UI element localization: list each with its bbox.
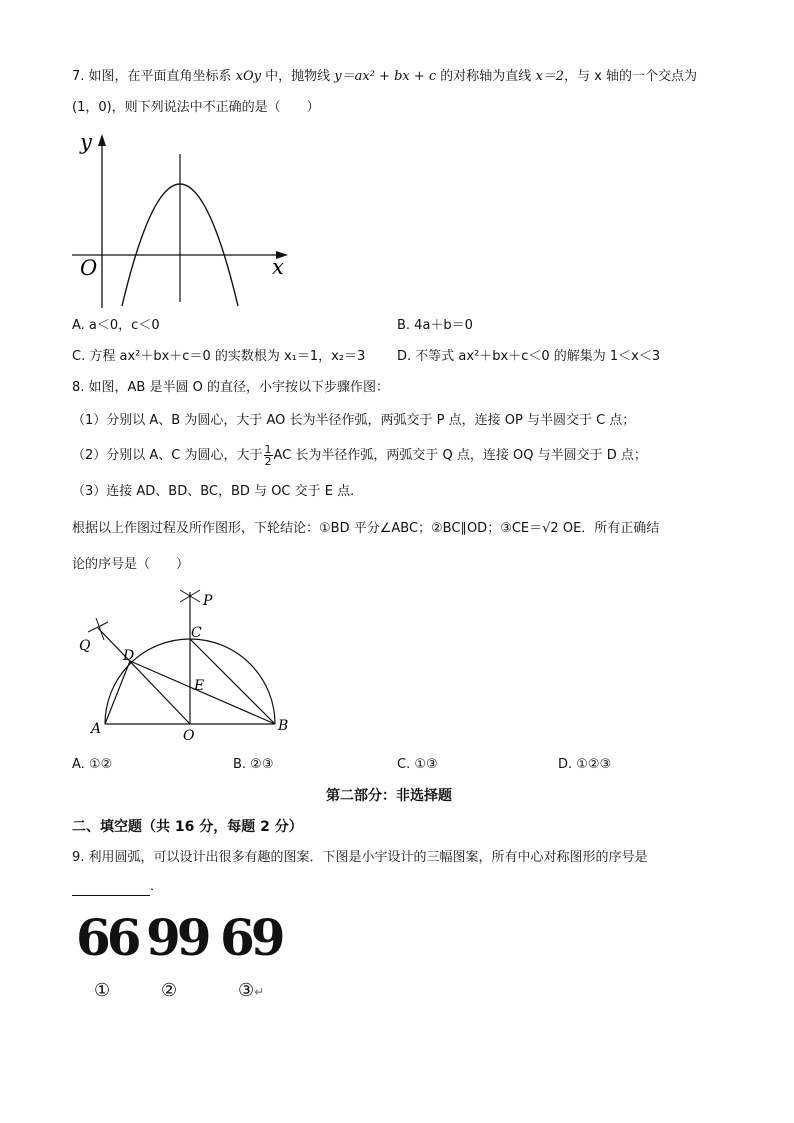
q8-step2: （2）分别以 A、C 为圆心，大于 $\frac{1}{2}$ AC 长为半径作弧，两弧交于 Q 点，连接 OQ 与半圆交于 D 点； <box>72 443 647 468</box>
q8-option-b: B. ②③ <box>233 757 274 772</box>
q8-semicircle-figure <box>76 588 306 748</box>
label-E: E <box>194 678 205 694</box>
fill-in-section-title: 二、填空题（共 16 分，每题 2 分） <box>72 819 303 835</box>
q8-option-d: D. ①②③ <box>558 757 612 772</box>
q7-option-a: A. a＜0，c＜0 <box>72 318 160 333</box>
y-axis-label: y <box>80 130 92 154</box>
pattern-label-1: ① <box>94 980 111 1001</box>
q8-step1: （1）分别以 A、B 为圆心，大于 AO 长为半径作弧，两弧交于 P 点，连接 OP 与半圆交于 C 点； <box>72 413 636 428</box>
label-C: C <box>191 625 202 641</box>
q8-conclusion-line2: 论的序号是（ ） <box>72 557 190 572</box>
paragraph-return-mark: ↵ <box>254 985 265 999</box>
q7-option-c: C. 方程 ax²＋bx＋c＝0 的实数根为 x₁＝1，x₂＝3 <box>72 349 366 364</box>
label-P: P <box>203 593 213 609</box>
label-Q: Q <box>79 638 91 654</box>
q9-answer-line: ． <box>72 878 163 896</box>
x-axis-label: x <box>272 255 284 279</box>
label-B: B <box>278 718 289 734</box>
q9-stem: 9. 利用圆弧，可以设计出很多有趣的图案．下图是小宇设计的三幅图案，所有中心对称图形的序号是 <box>72 850 648 865</box>
q8-option-c: C. ①③ <box>397 757 438 772</box>
part-two-title: 第二部分：非选择题 <box>326 788 452 804</box>
label-D: D <box>123 648 135 664</box>
pattern-1: 66 <box>76 908 138 967</box>
fraction-one-half: $\frac{1}{2}$ <box>264 443 272 468</box>
q7-option-b: B. 4a＋b＝0 <box>397 318 473 333</box>
label-O: O <box>183 728 195 744</box>
q8-option-a: A. ①② <box>72 757 113 772</box>
q8-conclusion-line1: 根据以上作图过程及所作图形，下轮结论：①BD 平分∠ABC；②BC∥OD；③CE＝√2 OE．所有正确结 <box>72 521 660 536</box>
pattern-3: 69 <box>220 908 282 967</box>
q7-stem-line1: 7. 如图，在平面直角坐标系 xOy 中，抛物线 y＝ax² + bx + c 的对称轴为直线 x＝2，与 x 轴的一个交点为 <box>72 69 698 84</box>
q7-option-d: D. 不等式 ax²＋bx＋c＜0 的解集为 1＜x＜3 <box>397 349 661 364</box>
answer-blank[interactable] <box>72 881 150 896</box>
q8-stem: 8. 如图，AB 是半圆 O 的直径，小宇按以下步骤作图： <box>72 380 389 395</box>
pattern-2: 99 <box>146 908 208 967</box>
pattern-label-2: ② <box>161 980 178 1001</box>
pattern-label-3: ③↵ <box>238 980 265 1001</box>
q7-stem-line2: (1，0)，则下列说法中不正确的是（ ） <box>72 100 320 115</box>
origin-label: O <box>80 256 98 280</box>
q7-parabola-graph <box>68 130 298 310</box>
q8-step3: （3）连接 AD、BD、BC，BD 与 OC 交于 E 点. <box>72 484 355 499</box>
label-A: A <box>91 721 102 737</box>
